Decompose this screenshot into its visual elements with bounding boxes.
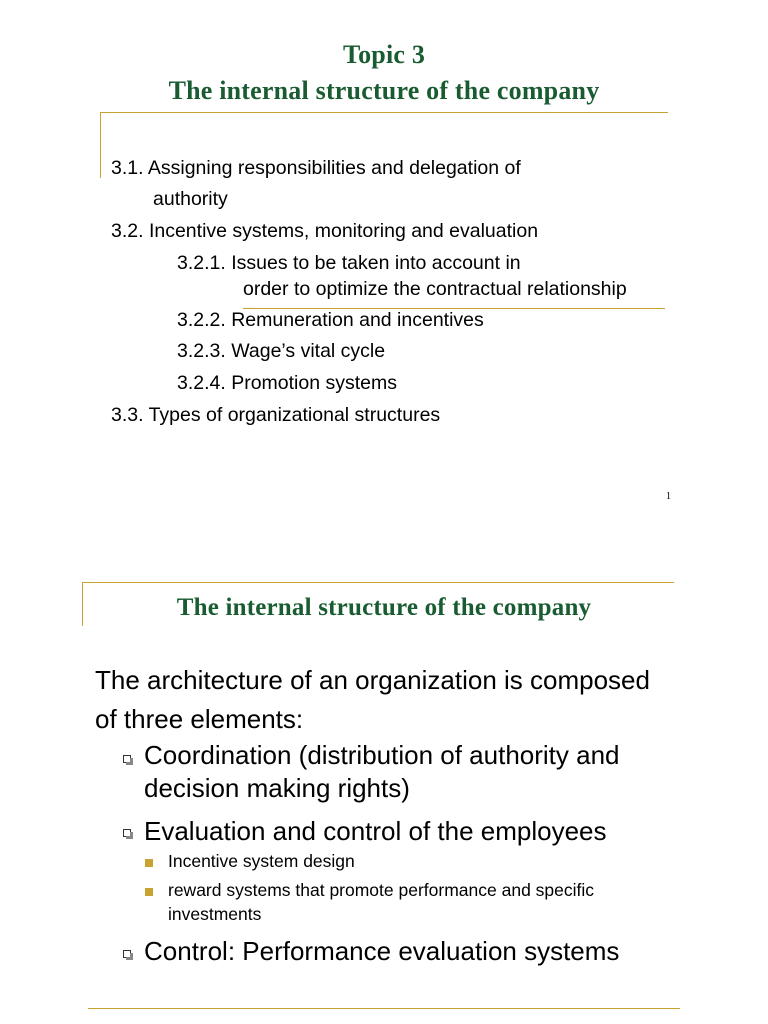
bullet-coordination: Coordination (distribution of authority and xyxy=(144,740,620,770)
toc-item-3-2: 3.2. Incentive systems, monitoring and evaluation xyxy=(111,220,539,242)
slide2-title: The internal structure of the company xyxy=(176,594,592,621)
toc-item-3-3: 3.3. Types of organizational structures xyxy=(111,404,441,426)
slide1-left-rule xyxy=(100,112,101,178)
toc-item-3-2-2: 3.2.2. Remuneration and incentives xyxy=(177,309,484,331)
gold-square-bullet-icon xyxy=(145,859,153,867)
toc-item-3-2-1-cont: order to optimize the contractual relationship xyxy=(243,278,627,300)
sub-bullet-reward: reward systems that promote performance and specific xyxy=(168,880,595,900)
intro-text-line2: of three elements: xyxy=(95,704,304,734)
bullet-coordination-cont: decision making rights) xyxy=(144,773,410,803)
hollow-square-bullet-icon xyxy=(123,829,131,837)
slide1-title-topic: Topic 3 xyxy=(342,40,426,69)
gold-square-bullet-icon xyxy=(145,888,153,896)
hollow-square-bullet-icon xyxy=(123,950,131,958)
slide2-top-rule xyxy=(82,582,674,583)
sub-bullet-reward-cont: investments xyxy=(168,904,262,924)
sub-bullet-incentive: Incentive system design xyxy=(168,851,355,871)
toc-item-3-1: 3.1. Assigning responsibilities and delegation of xyxy=(111,157,521,179)
bullet-evaluation: Evaluation and control of the employees xyxy=(144,816,607,846)
bullet-control: Control: Performance evaluation systems xyxy=(144,936,620,966)
slide1-title-main: The internal structure of the company xyxy=(168,76,600,105)
page-number: 1 xyxy=(666,491,671,502)
toc-item-3-2-3: 3.2.3. Wage’s vital cycle xyxy=(177,340,386,362)
toc-item-3-2-1: 3.2.1. Issues to be taken into account in xyxy=(177,252,521,274)
toc-item-3-1-cont: authority xyxy=(153,188,228,210)
toc-item-3-2-4: 3.2.4. Promotion systems xyxy=(177,372,398,394)
slide2-bottom-rule xyxy=(88,1008,680,1009)
hollow-square-bullet-icon xyxy=(123,755,131,763)
slide1-top-rule xyxy=(100,112,668,113)
intro-text-line1: The architecture of an organization is composed xyxy=(95,665,650,695)
